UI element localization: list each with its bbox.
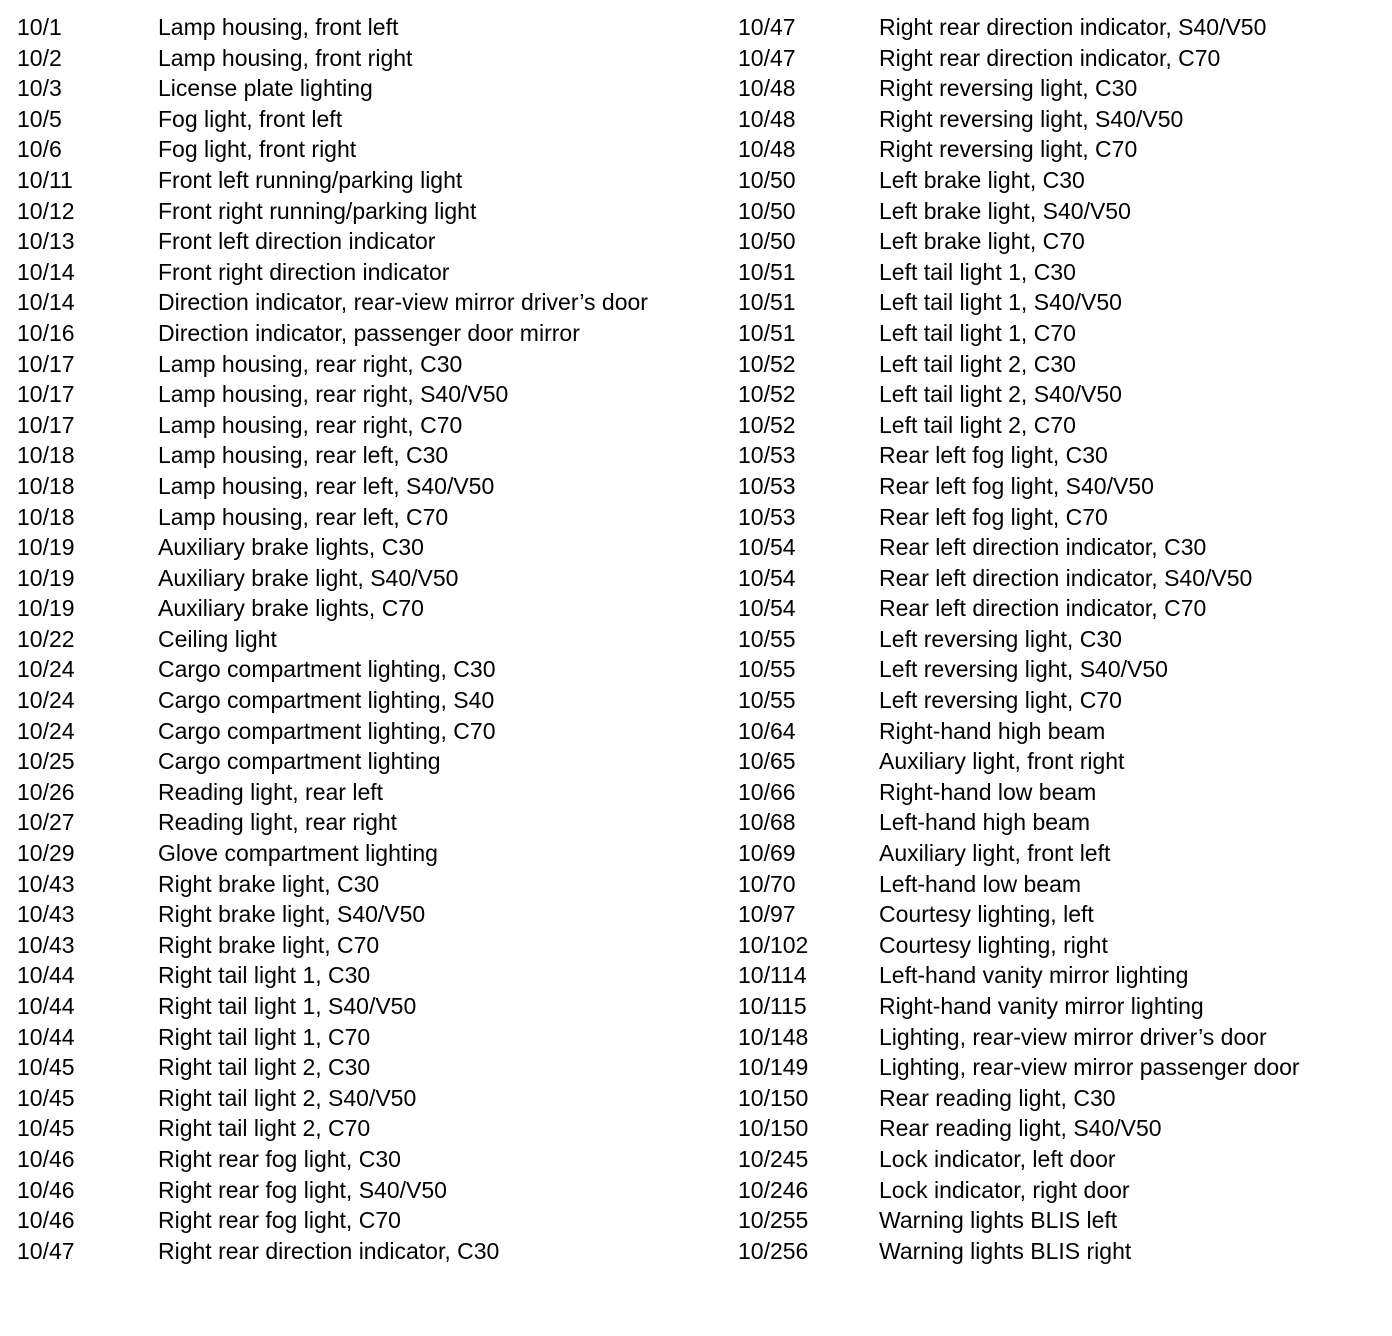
component-description: Rear left fog light, S40/V50	[879, 472, 1154, 499]
component-description: Lamp housing, rear right, C70	[158, 411, 463, 438]
component-description: Lamp housing, front left	[158, 14, 399, 40]
component-description: Right brake light, C70	[158, 931, 380, 958]
component-description: Left brake light, C30	[879, 166, 1085, 193]
list-item	[738, 410, 1392, 441]
list-item	[738, 685, 1392, 716]
list-item	[17, 349, 677, 380]
component-code: 10/29	[17, 840, 75, 867]
component-description: Rear left direction indicator, C30	[879, 534, 1207, 561]
list-item	[17, 12, 677, 43]
component-description: Cargo compartment lighting, S40	[158, 687, 495, 714]
component-description: Right-hand vanity mirror lighting	[879, 993, 1204, 1019]
component-code: 10/2	[17, 44, 62, 71]
component-description: Right tail light 2, C70	[158, 1115, 371, 1142]
list-item	[738, 777, 1392, 808]
component-description: Right-hand low beam	[879, 778, 1097, 805]
component-code: 10/114	[738, 962, 807, 989]
component-code: 10/3	[17, 75, 62, 102]
component-description: Left tail light 2, S40/V50	[879, 381, 1122, 408]
component-code: 10/47	[738, 44, 796, 71]
list-item	[738, 746, 1392, 777]
component-code: 10/26	[17, 778, 75, 805]
list-item	[738, 73, 1392, 104]
component-description: Cargo compartment lighting, C30	[158, 656, 496, 683]
list-item	[17, 807, 677, 838]
component-description: Right reversing light, C70	[879, 136, 1138, 163]
list-item	[738, 43, 1392, 74]
list-item	[17, 716, 677, 747]
component-description: Reading light, rear right	[158, 809, 398, 836]
component-description: Auxiliary brake lights, C70	[158, 595, 424, 622]
list-item	[738, 104, 1392, 135]
component-code: 10/246	[738, 1176, 809, 1203]
component-description: Courtesy lighting, left	[879, 901, 1094, 928]
component-description: Direction indicator, rear-view mirror driver’s door	[158, 289, 648, 316]
component-code: 10/14	[17, 289, 75, 316]
component-description: Left tail light 1, C30	[879, 258, 1076, 285]
component-description: Right brake light, S40/V50	[158, 901, 426, 928]
list-item	[17, 1022, 677, 1053]
component-code: 10/6	[17, 136, 62, 163]
component-code: 10/44	[17, 1023, 75, 1050]
component-description: Left tail light 2, C30	[879, 350, 1076, 377]
component-code: 10/53	[738, 472, 796, 499]
component-code: 10/256	[738, 1237, 809, 1264]
list-item	[738, 869, 1392, 900]
component-code: 10/14	[17, 258, 75, 285]
list-item	[738, 1236, 1392, 1267]
component-description: Lamp housing, rear left, S40/V50	[158, 472, 495, 499]
list-item	[17, 930, 677, 961]
list-item	[17, 777, 677, 808]
list-item	[738, 196, 1392, 227]
component-description: Right rear fog light, C70	[158, 1207, 401, 1234]
component-code: 10/54	[738, 595, 796, 622]
component-description: Left reversing light, C70	[879, 687, 1122, 714]
component-code: 10/19	[17, 534, 75, 561]
component-code: 10/5	[17, 105, 62, 132]
component-code: 10/149	[738, 1054, 809, 1081]
component-code: 10/48	[738, 75, 796, 102]
component-description: Lighting, rear-view mirror passenger door	[879, 1054, 1300, 1081]
component-description: Rear left direction indicator, C70	[879, 595, 1207, 622]
list-item	[738, 960, 1392, 991]
component-description: Reading light, rear left	[158, 778, 384, 805]
list-item	[17, 869, 677, 900]
list-item	[738, 532, 1392, 563]
list-item	[17, 624, 677, 655]
list-item	[738, 1175, 1392, 1206]
component-description: Courtesy lighting, right	[879, 931, 1108, 958]
list-item	[738, 1083, 1392, 1114]
list-item	[738, 716, 1392, 747]
list-item	[17, 196, 677, 227]
component-description: Left reversing light, S40/V50	[879, 656, 1168, 683]
component-description: Left reversing light, C30	[879, 625, 1122, 652]
list-item	[738, 287, 1392, 318]
component-description: Glove compartment lighting	[158, 840, 438, 867]
component-code: 10/55	[738, 625, 796, 652]
component-description: Fog light, front right	[158, 136, 357, 163]
component-code: 10/1	[17, 14, 62, 40]
list-item	[17, 318, 677, 349]
component-code: 10/48	[738, 136, 796, 163]
component-code: 10/115	[738, 993, 807, 1019]
component-code: 10/13	[17, 228, 75, 255]
component-description: Front right direction indicator	[158, 258, 450, 285]
component-code: 10/102	[738, 931, 809, 958]
component-description: Lamp housing, rear right, C30	[158, 350, 463, 377]
list-item	[738, 807, 1392, 838]
list-item	[17, 165, 677, 196]
component-code: 10/11	[17, 166, 73, 193]
component-description: Warning lights BLIS right	[879, 1237, 1132, 1264]
component-description: Left brake light, S40/V50	[879, 197, 1131, 224]
component-description: Lamp housing, rear left, C70	[158, 503, 449, 530]
list-item	[738, 838, 1392, 869]
component-code: 10/19	[17, 595, 75, 622]
component-description: Left tail light 2, C70	[879, 411, 1076, 438]
list-item	[17, 991, 677, 1022]
component-description: Lock indicator, left door	[879, 1145, 1116, 1172]
component-code: 10/47	[738, 14, 796, 40]
list-item	[738, 257, 1392, 288]
component-code: 10/17	[17, 381, 75, 408]
component-description: Direction indicator, passenger door mirror	[158, 319, 580, 346]
list-item	[738, 1052, 1392, 1083]
list-item	[17, 1236, 677, 1267]
component-description: Left brake light, C70	[879, 228, 1085, 255]
list-item	[738, 1113, 1392, 1144]
component-code: 10/12	[17, 197, 75, 224]
list-item	[738, 1144, 1392, 1175]
component-description: Cargo compartment lighting	[158, 748, 441, 775]
component-description: Left-hand vanity mirror lighting	[879, 962, 1189, 989]
component-code: 10/17	[17, 350, 75, 377]
list-item	[17, 226, 677, 257]
list-item	[738, 12, 1392, 43]
component-description: Warning lights BLIS left	[879, 1207, 1118, 1234]
right-column	[738, 12, 1392, 1266]
list-item	[17, 257, 677, 288]
list-item	[17, 440, 677, 471]
list-item	[738, 134, 1392, 165]
component-code: 10/51	[738, 258, 796, 285]
component-code: 10/44	[17, 993, 75, 1019]
component-code: 10/52	[738, 381, 796, 408]
component-code: 10/50	[738, 228, 796, 255]
component-description: Right tail light 2, S40/V50	[158, 1084, 417, 1111]
list-item	[738, 1205, 1392, 1236]
component-description: Right brake light, C30	[158, 870, 380, 897]
list-item	[17, 104, 677, 135]
list-item	[17, 134, 677, 165]
component-code: 10/44	[17, 962, 75, 989]
component-description: Front left direction indicator	[158, 228, 436, 255]
list-item	[17, 410, 677, 441]
component-description: Fog light, front left	[158, 105, 343, 132]
component-description: Lock indicator, right door	[879, 1176, 1130, 1203]
list-item	[17, 593, 677, 624]
list-item	[738, 991, 1392, 1022]
component-code: 10/46	[17, 1176, 75, 1203]
component-description: Rear left direction indicator, S40/V50	[879, 564, 1253, 591]
list-item	[17, 532, 677, 563]
component-code: 10/148	[738, 1023, 809, 1050]
component-code: 10/24	[17, 687, 75, 714]
component-description: Left-hand high beam	[879, 809, 1090, 836]
component-code: 10/46	[17, 1207, 75, 1234]
component-code: 10/27	[17, 809, 75, 836]
component-code: 10/48	[738, 105, 796, 132]
list-item	[17, 379, 677, 410]
list-item	[17, 1113, 677, 1144]
component-code: 10/150	[738, 1115, 809, 1142]
component-description: Lamp housing, rear left, C30	[158, 442, 449, 469]
list-item	[17, 654, 677, 685]
list-item	[738, 593, 1392, 624]
component-code: 10/53	[738, 442, 796, 469]
component-code: 10/52	[738, 350, 796, 377]
component-description: Right-hand high beam	[879, 717, 1106, 744]
component-code: 10/25	[17, 748, 75, 775]
component-code: 10/55	[738, 687, 796, 714]
component-code: 10/51	[738, 289, 796, 316]
component-code: 10/16	[17, 319, 75, 346]
list-item	[17, 502, 677, 533]
component-description: Right tail light 2, C30	[158, 1054, 371, 1081]
component-code: 10/245	[738, 1145, 809, 1172]
component-code: 10/24	[17, 656, 75, 683]
component-description: Right tail light 1, C30	[158, 962, 371, 989]
component-description: Rear reading light, S40/V50	[879, 1115, 1162, 1142]
list-item	[738, 1022, 1392, 1053]
component-description: Left tail light 1, S40/V50	[879, 289, 1122, 316]
component-description: Right rear direction indicator, S40/V50	[879, 14, 1267, 40]
component-code: 10/22	[17, 625, 75, 652]
component-description: Auxiliary light, front right	[879, 748, 1125, 775]
list-item	[17, 287, 677, 318]
component-description: Rear left fog light, C30	[879, 442, 1108, 469]
component-description: Auxiliary brake light, S40/V50	[158, 564, 459, 591]
list-item	[17, 1083, 677, 1114]
list-item	[17, 746, 677, 777]
component-code: 10/18	[17, 472, 75, 499]
component-code: 10/68	[738, 809, 796, 836]
component-code: 10/64	[738, 717, 796, 744]
list-item	[738, 379, 1392, 410]
component-code: 10/55	[738, 656, 796, 683]
list-item	[17, 1052, 677, 1083]
list-item	[17, 1144, 677, 1175]
component-description: Right tail light 1, S40/V50	[158, 993, 417, 1019]
component-code: 10/54	[738, 534, 796, 561]
list-item	[17, 838, 677, 869]
component-code: 10/70	[738, 870, 796, 897]
component-code: 10/18	[17, 442, 75, 469]
component-description: License plate lighting	[158, 75, 373, 102]
component-description: Cargo compartment lighting, C70	[158, 717, 496, 744]
component-description: Right rear direction indicator, C30	[158, 1237, 500, 1264]
list-item	[738, 563, 1392, 594]
list-item	[738, 471, 1392, 502]
list-item	[738, 654, 1392, 685]
component-code: 10/19	[17, 564, 75, 591]
component-description: Left tail light 1, C70	[879, 319, 1076, 346]
component-description: Right rear fog light, S40/V50	[158, 1176, 447, 1203]
list-item	[17, 960, 677, 991]
component-code: 10/53	[738, 503, 796, 530]
component-code: 10/50	[738, 166, 796, 193]
component-code: 10/43	[17, 901, 75, 928]
list-item	[17, 471, 677, 502]
component-code: 10/66	[738, 778, 796, 805]
component-description: Lamp housing, front right	[158, 44, 413, 71]
list-item	[17, 73, 677, 104]
component-description: Auxiliary light, front left	[879, 840, 1111, 867]
component-description: Right reversing light, S40/V50	[879, 105, 1184, 132]
component-code: 10/65	[738, 748, 796, 775]
list-item	[738, 349, 1392, 380]
component-description: Right reversing light, C30	[879, 75, 1138, 102]
component-code: 10/45	[17, 1084, 75, 1111]
component-code: 10/43	[17, 870, 75, 897]
component-description: Rear left fog light, C70	[879, 503, 1108, 530]
component-code: 10/24	[17, 717, 75, 744]
component-description: Auxiliary brake lights, C30	[158, 534, 424, 561]
component-description: Lighting, rear-view mirror driver’s door	[879, 1023, 1267, 1050]
component-code: 10/45	[17, 1115, 75, 1142]
component-code: 10/17	[17, 411, 75, 438]
list-item	[17, 1175, 677, 1206]
component-code: 10/150	[738, 1084, 809, 1111]
list-item	[738, 165, 1392, 196]
component-description: Right rear direction indicator, C70	[879, 44, 1221, 71]
component-description: Lamp housing, rear right, S40/V50	[158, 381, 509, 408]
component-description: Rear reading light, C30	[879, 1084, 1116, 1111]
component-code: 10/255	[738, 1207, 809, 1234]
list-item	[738, 899, 1392, 930]
component-code: 10/51	[738, 319, 796, 346]
component-code: 10/47	[17, 1237, 75, 1264]
list-item	[738, 226, 1392, 257]
component-description: Right rear fog light, C30	[158, 1145, 401, 1172]
component-code: 10/52	[738, 411, 796, 438]
list-item	[17, 685, 677, 716]
component-description: Left-hand low beam	[879, 870, 1082, 897]
component-code: 10/97	[738, 901, 796, 928]
component-code: 10/43	[17, 931, 75, 958]
list-item	[738, 930, 1392, 961]
component-code: 10/18	[17, 503, 75, 530]
component-code: 10/46	[17, 1145, 75, 1172]
list-item	[17, 43, 677, 74]
component-description: Front left running/parking light	[158, 166, 463, 193]
component-code: 10/69	[738, 840, 796, 867]
component-code: 10/45	[17, 1054, 75, 1081]
left-column	[17, 12, 677, 1266]
component-code: 10/54	[738, 564, 796, 591]
list-item	[17, 899, 677, 930]
component-description: Right tail light 1, C70	[158, 1023, 371, 1050]
component-description: Ceiling light	[158, 625, 277, 652]
list-item	[738, 624, 1392, 655]
list-item	[738, 440, 1392, 471]
list-item	[738, 318, 1392, 349]
component-description: Front right running/parking light	[158, 197, 477, 224]
list-item	[17, 1205, 677, 1236]
list-item	[17, 563, 677, 594]
list-item	[738, 502, 1392, 533]
component-code: 10/50	[738, 197, 796, 224]
